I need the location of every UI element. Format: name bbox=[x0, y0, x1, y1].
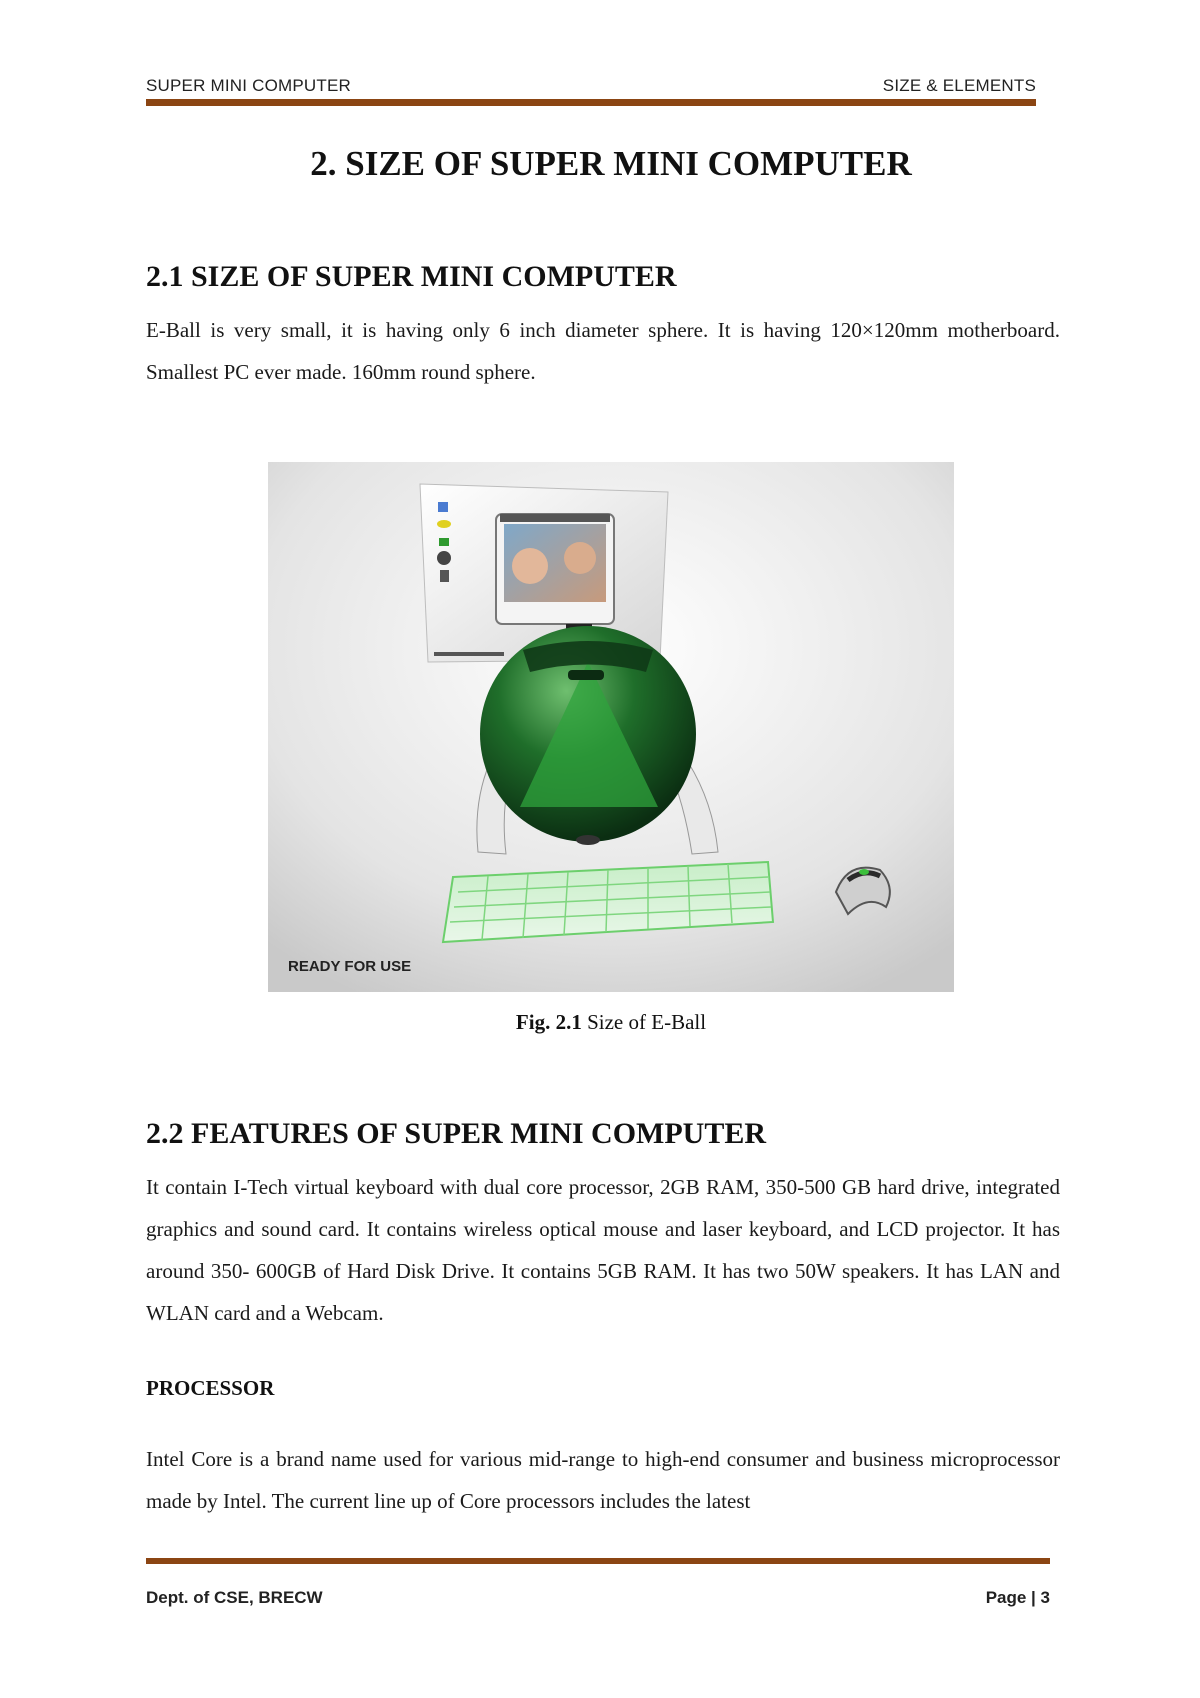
footer-page-number: Page | 3 bbox=[985, 1588, 1050, 1607]
section-heading-2-1: 2.1 SIZE OF SUPER MINI COMPUTER bbox=[146, 260, 677, 293]
processor-body: Intel Core is a brand name used for various mid-range to high-end consumer and business microprocessor made by Intel. The current line up of Core processors includes the latest bbox=[146, 1447, 1060, 1513]
section-body-2-1: E-Ball is very small, it is having only 6 inch diameter sphere. It is having 120×120mm motherboard. Smallest PC ever made. 160mm round sphere. bbox=[146, 318, 1060, 384]
footer-rule bbox=[146, 1558, 1050, 1564]
figure-caption bbox=[0, 1010, 1200, 1035]
figure-caption-text: Size of E-Ball bbox=[581, 1010, 707, 1034]
chapter-title: 2. SIZE OF SUPER MINI COMPUTER bbox=[310, 144, 912, 183]
section-body-2-2: It contain I-Tech virtual keyboard with dual core processor, 2GB RAM, 350-500 GB hard drive, integrated graphics and sound card. It contains wireless optical mouse and laser keyboard, and LCD projector. It has around 350- 600GB of Hard Disk Drive. It contains 5GB RAM. It has two 50W speakers. It has LAN and WLAN card and a Webcam. bbox=[146, 1175, 1060, 1325]
figure-caption-label: Fig. 2.1 bbox=[515, 1010, 582, 1034]
processor-heading: PROCESSOR bbox=[146, 1376, 275, 1400]
footer-left: Dept. of CSE, BRECW bbox=[146, 1588, 323, 1607]
header-left: SUPER MINI COMPUTER bbox=[146, 76, 351, 95]
page-header bbox=[146, 76, 1036, 96]
figure-overlay-text: READY FOR USE bbox=[288, 958, 412, 975]
header-right: SIZE & ELEMENTS bbox=[882, 76, 1036, 95]
section-heading-2-2: 2.2 FEATURES OF SUPER MINI COMPUTER bbox=[146, 1117, 767, 1150]
e-ball-figure bbox=[268, 462, 954, 992]
header-rule bbox=[146, 99, 1036, 106]
page-footer bbox=[146, 1588, 1050, 1608]
